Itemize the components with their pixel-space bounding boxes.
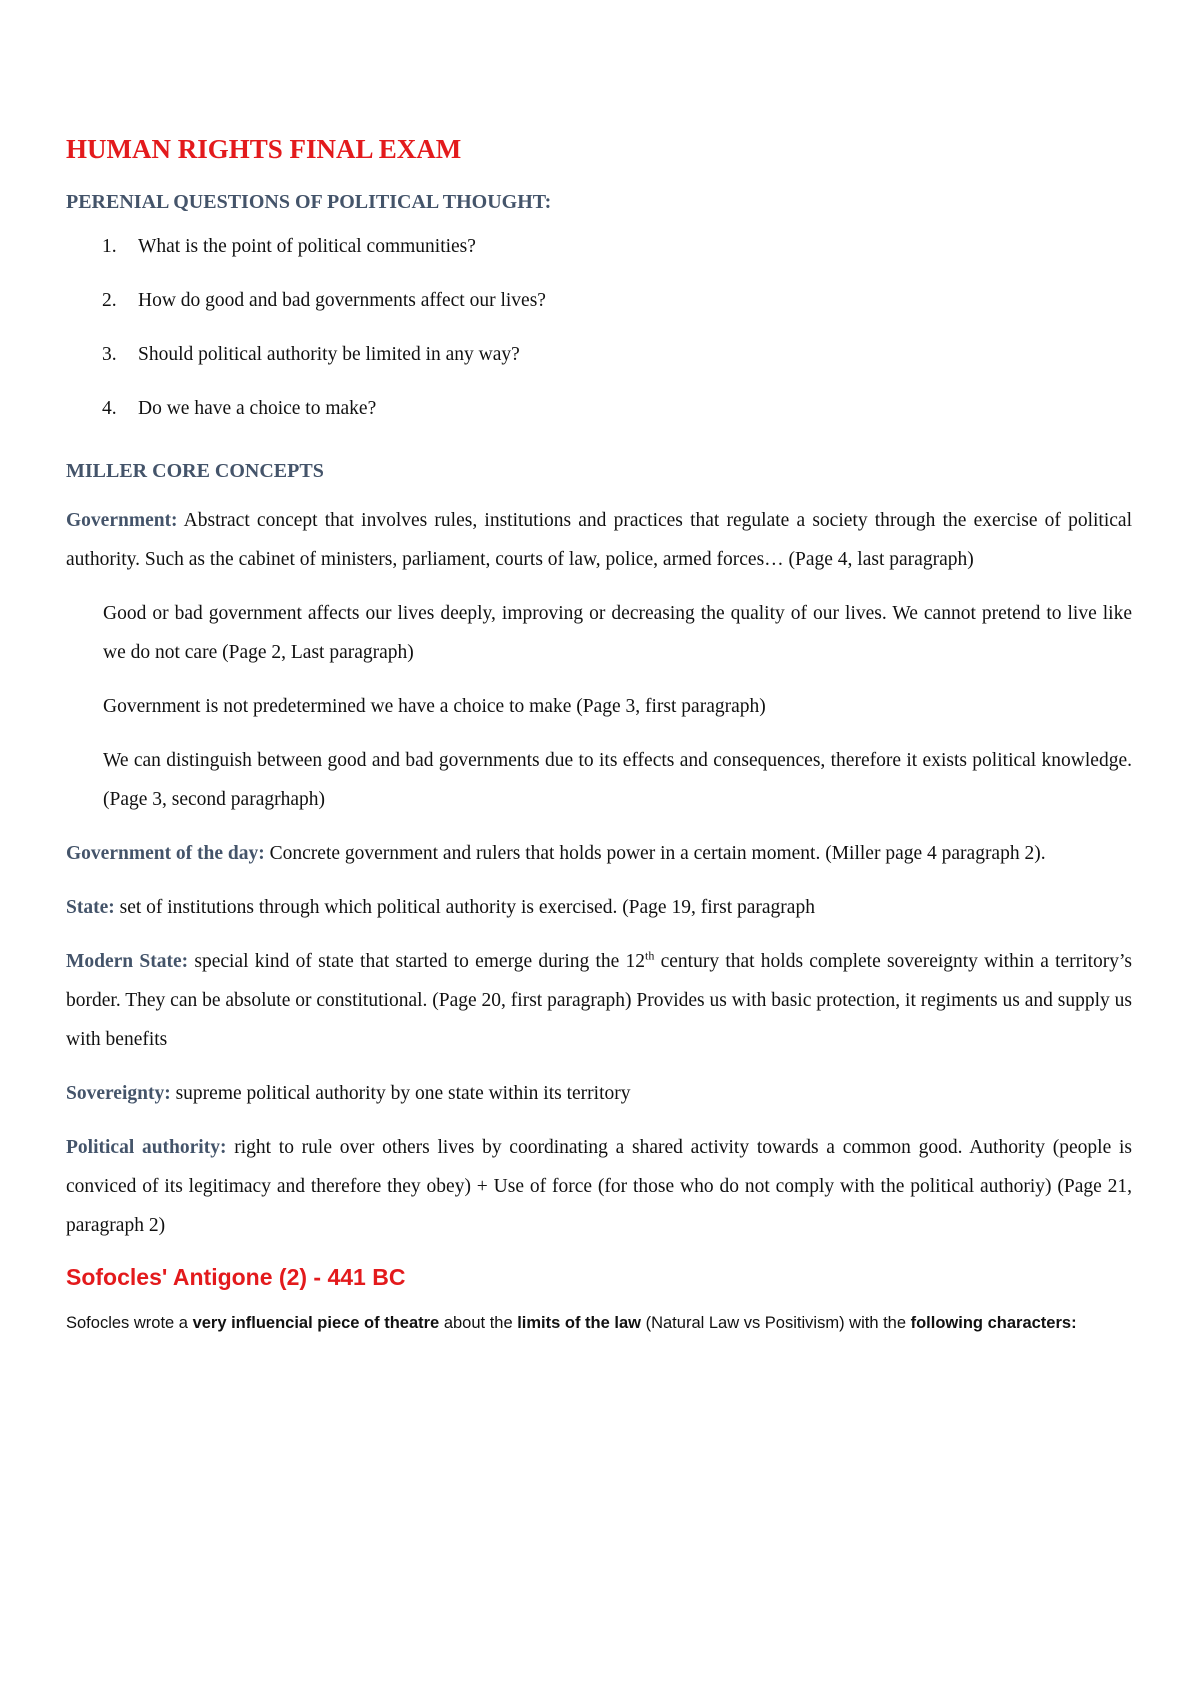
- list-number: 3.: [102, 344, 117, 365]
- term-label: Political authority:: [66, 1137, 227, 1158]
- list-item: [66, 232, 1132, 286]
- list-number: 2.: [102, 290, 117, 311]
- intro-text: (: [641, 1313, 652, 1332]
- list-number: 1.: [102, 236, 117, 257]
- intro-text-bold: following characters:: [910, 1313, 1077, 1332]
- questions-list: [66, 232, 1132, 448]
- antigone-intro: [66, 1311, 1132, 1336]
- list-item-text: What is the point of political communities?: [138, 236, 476, 257]
- page-title: HUMAN RIGHTS FINAL EXAM: [66, 134, 462, 164]
- list-item-text: Should political authority be limited in any way?: [138, 344, 520, 365]
- definition-text: special kind of state that started to emerge during the 12: [188, 951, 646, 972]
- government-note: Government is not predetermined we have a choice to make (Page 3, first paragraph): [103, 696, 766, 717]
- list-item: [66, 394, 1132, 448]
- intro-text-bold: limits of the law: [517, 1313, 641, 1332]
- definition-government-of-the-day: [66, 834, 1132, 873]
- term-label: Government of the day:: [66, 843, 265, 864]
- definition-government: [66, 501, 1132, 579]
- intro-text-bold: very influencial piece of theatre: [192, 1313, 440, 1332]
- government-note: We can distinguish between good and bad governments due to its effects and consequences, therefore it exists political knowledge. (Page 3, second paragrhaph): [103, 750, 1132, 810]
- term-label: Sovereignty:: [66, 1083, 171, 1104]
- definition-political-authority: [66, 1128, 1132, 1245]
- definition-text: Concrete government and rulers that holds power in a certain moment. (Miller page 4 paragraph 2).: [264, 843, 1046, 864]
- definition-modern-state: [66, 942, 1132, 1059]
- definition-text: Abstract concept that involves rules, institutions and practices that regulate a society through the exercise of political authority. Such as the cabinet of ministers, parliament, courts of law, police, armed forces… (Page 4, last paragraph): [66, 510, 1132, 570]
- definition-text: set of institutions through which political authority is exercised. (Page 19, first paragraph: [114, 897, 815, 918]
- definition-text: century that holds complete sovereignty within a territory’s border. They can be absolute or constitutional. (Page 20, first paragraph) Provides us with basic protection, it regiments us and supply us with benefits: [66, 951, 1132, 1050]
- definition-sovereignty: [66, 1074, 1132, 1113]
- list-item: [66, 340, 1132, 394]
- superscript: th: [645, 948, 655, 963]
- definition-text: supreme political authority by one state within its territory: [170, 1083, 631, 1104]
- term-label: State:: [66, 897, 115, 918]
- definition-text: right to rule over others lives by coordinating a shared activity towards a common good. Authority (people is conviced of its legitimacy and therefore they obey) + Use of force (for those who do not comply with the political authoriy) (Page 21, paragraph 2): [66, 1137, 1132, 1236]
- section-heading-miller: MILLER CORE CONCEPTS: [66, 460, 324, 482]
- list-item-text: How do good and bad governments affect our lives?: [138, 290, 546, 311]
- list-number: 4.: [102, 398, 117, 419]
- government-note: Good or bad government affects our lives deeply, improving or decreasing the quality of our lives. We cannot pretend to live like we do not care (Page 2, Last paragraph): [103, 603, 1132, 663]
- list-item-text: Do we have a choice to make?: [138, 398, 377, 419]
- list-item: [66, 286, 1132, 340]
- intro-text: Natural Law vs Positivism: [651, 1313, 840, 1332]
- intro-text: Sofocles wrote a: [66, 1313, 193, 1332]
- intro-text: ) with the: [839, 1313, 911, 1332]
- section-heading-antigone: Sofocles' Antigone (2) - 441 BC: [66, 1264, 406, 1290]
- term-label: Modern State:: [66, 951, 189, 972]
- intro-text: about the: [439, 1313, 518, 1332]
- document-page: [66, 122, 1132, 1352]
- section-heading-perennial: PERENIAL QUESTIONS OF POLITICAL THOUGHT:: [66, 191, 552, 213]
- definition-state: [66, 888, 1132, 927]
- term-label: Government:: [66, 510, 178, 531]
